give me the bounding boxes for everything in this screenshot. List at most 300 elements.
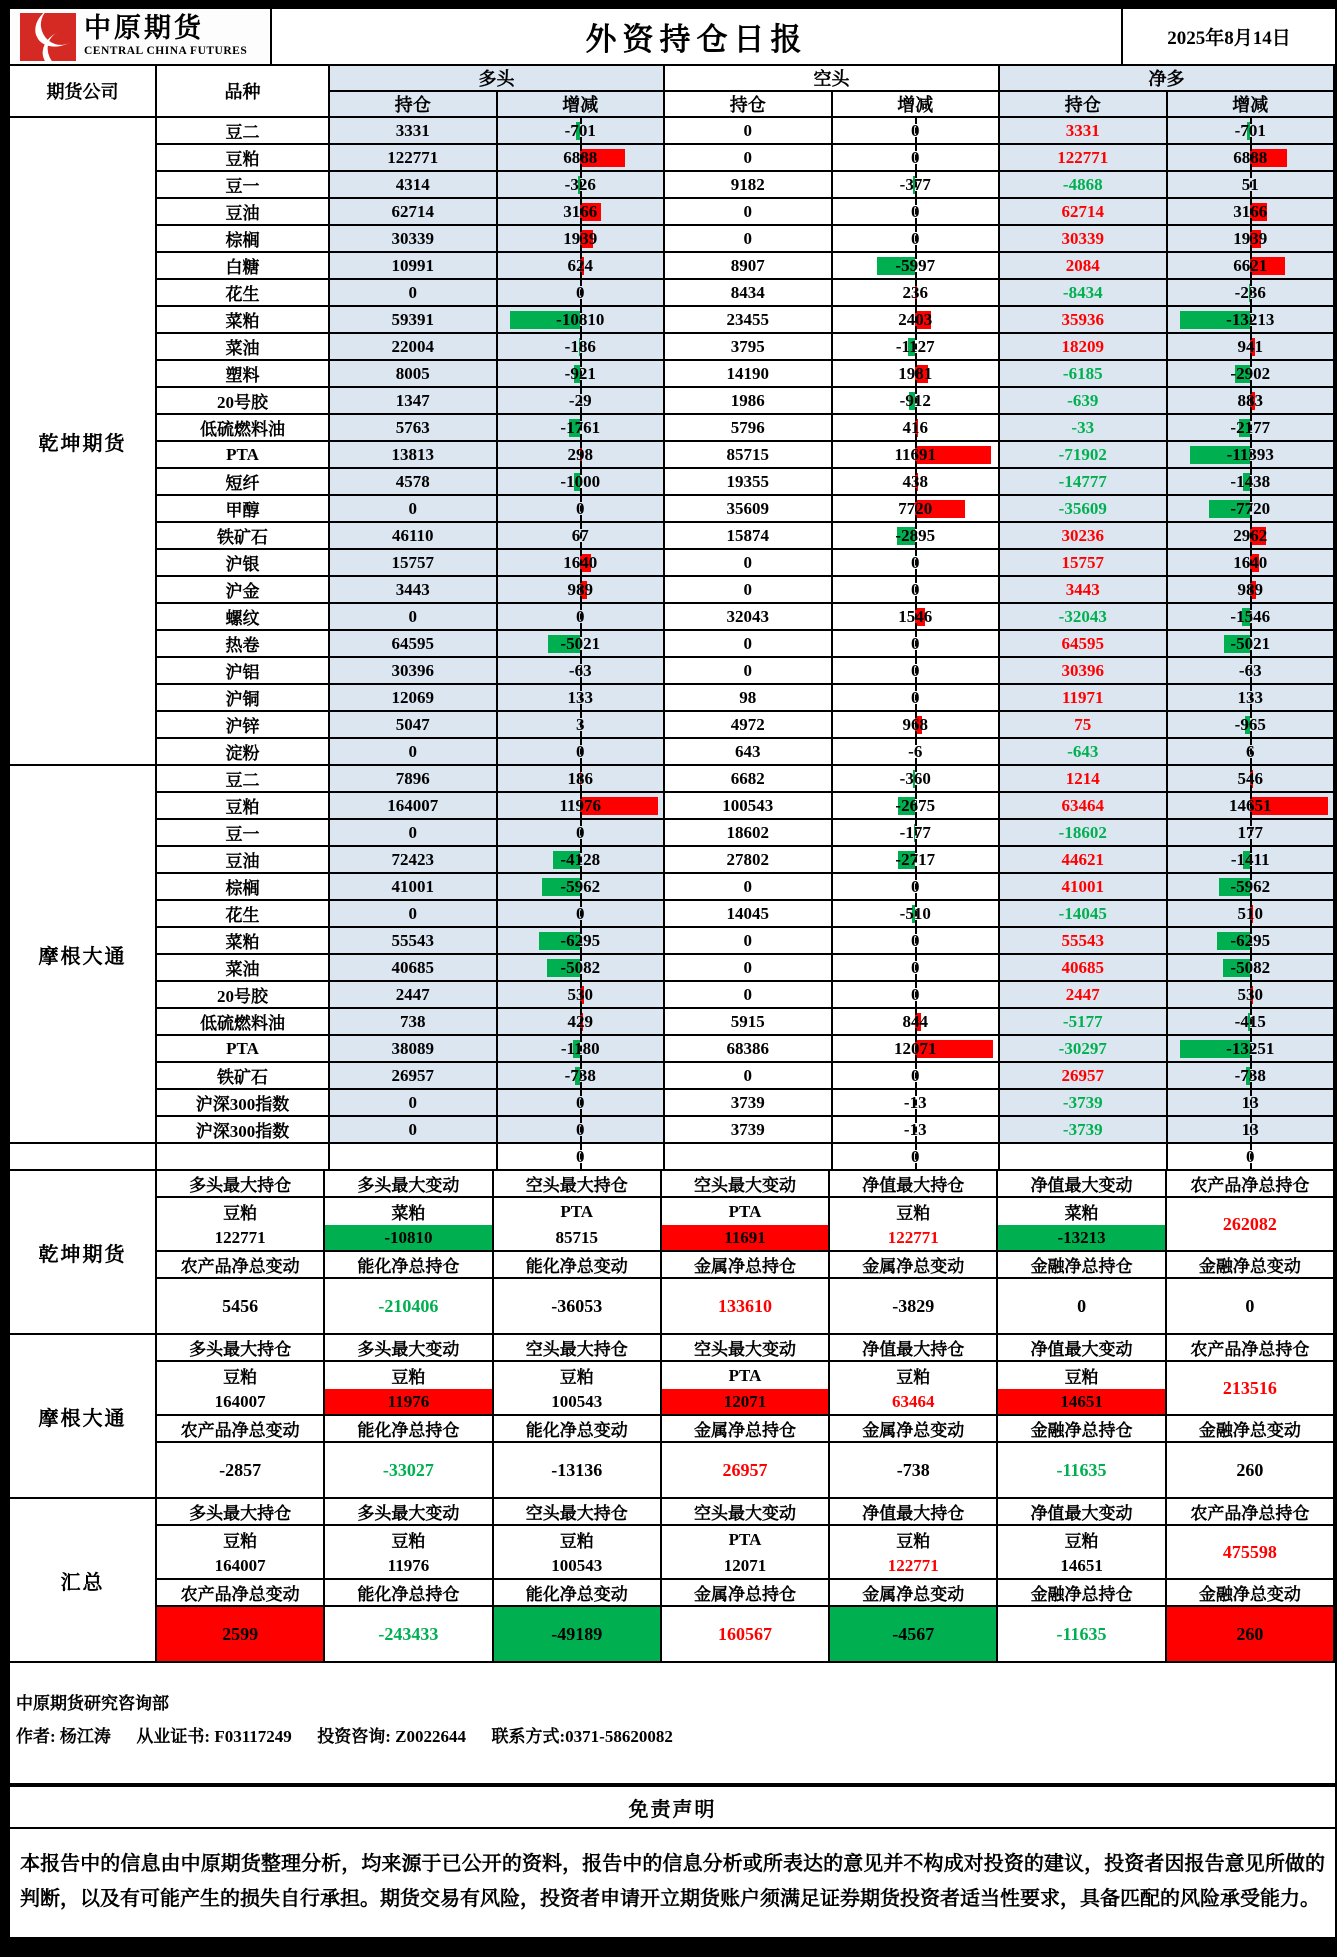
long-chg-cell (498, 847, 666, 874)
summary-bottom-value: 5456 (157, 1279, 325, 1335)
long-pos-cell: 46110 (330, 523, 498, 550)
positions-table (10, 66, 1335, 1171)
change-value: -510 (899, 903, 931, 923)
summary-name-value (830, 1198, 998, 1252)
short-pos-cell: 35609 (665, 496, 833, 523)
change-value: -921 (564, 363, 596, 383)
summary-instrument-value: 63464 (892, 1391, 935, 1411)
long-chg-cell (498, 334, 666, 361)
summary-name-value (325, 1526, 493, 1580)
short-pos-cell: 0 (665, 982, 833, 1009)
summary-bottom-header: 能化净总变动 (494, 1252, 662, 1279)
change-value: 6621 (1233, 255, 1268, 275)
long-chg-cell (498, 1117, 666, 1144)
variety-cell: 棕榈 (157, 226, 330, 253)
summary-instrument-name: 豆粕 (223, 1532, 258, 1551)
change-value: 0 (576, 1119, 585, 1139)
summary-top-header: 空头最大变动 (662, 1335, 830, 1362)
summary-bottom-header: 金属净总持仓 (662, 1580, 830, 1607)
net-pos-cell: 30236 (1000, 523, 1168, 550)
title-bar (10, 9, 1335, 66)
change-value: 416 (902, 417, 928, 437)
summary-instrument-value: -10810 (325, 1225, 491, 1250)
net-chg-cell (1168, 388, 1336, 415)
short-pos-cell: 0 (665, 577, 833, 604)
net-pos-cell: 18209 (1000, 334, 1168, 361)
short-pos-cell: 0 (665, 874, 833, 901)
short-chg-cell (833, 1063, 1001, 1090)
net-pos-cell: 62714 (1000, 199, 1168, 226)
change-value: -1438 (1230, 471, 1271, 491)
change-value: 133 (567, 687, 593, 707)
summary-instrument-name: 豆粕 (1064, 1532, 1099, 1551)
report-date: 2025年8月14日 (1167, 28, 1291, 49)
summary-bottom-value: -2857 (157, 1443, 325, 1499)
summary-instrument-name: PTA (560, 1201, 594, 1221)
net-pos-cell: 41001 (1000, 874, 1168, 901)
summary-bottom-value: 260 (1167, 1607, 1335, 1663)
short-chg-cell (833, 199, 1001, 226)
long-pos-cell: 72423 (330, 847, 498, 874)
change-value: 133 (1237, 687, 1263, 707)
net-chg-cell (1168, 874, 1336, 901)
short-pos-cell: 0 (665, 226, 833, 253)
long-pos-cell: 738 (330, 1009, 498, 1036)
short-chg-cell (833, 226, 1001, 253)
short-chg-cell (833, 712, 1001, 739)
summary-bottom-header: 金融净总变动 (1167, 1580, 1335, 1607)
summary-name-value (662, 1526, 830, 1580)
long-chg-cell (498, 469, 666, 496)
long-chg-cell (498, 604, 666, 631)
summary-instrument-value: 122771 (887, 1227, 939, 1247)
change-value: 0 (911, 228, 920, 248)
short-chg-cell (833, 1117, 1001, 1144)
summary-name-value (830, 1362, 998, 1416)
summary-name-value (325, 1198, 493, 1252)
net-pos-cell: 44621 (1000, 847, 1168, 874)
short-pos-cell: 0 (665, 658, 833, 685)
long-pos-cell: 0 (330, 496, 498, 523)
long-chg-cell (498, 388, 666, 415)
short-pos-cell: 0 (665, 1063, 833, 1090)
change-value: 0 (911, 660, 920, 680)
change-value: 429 (567, 1011, 593, 1031)
change-value: -13 (903, 1092, 927, 1112)
net-chg-cell (1168, 1090, 1336, 1117)
short-pos-cell: 9182 (665, 172, 833, 199)
net-chg-cell (1168, 658, 1336, 685)
long-pos-cell: 15757 (330, 550, 498, 577)
change-value: -1546 (1230, 606, 1271, 626)
summary-name-value (157, 1362, 325, 1416)
change-value: 1640 (1233, 552, 1268, 572)
long-chg-cell (498, 820, 666, 847)
long-chg-cell (498, 307, 666, 334)
summary-merged-value: 262082 (1167, 1198, 1335, 1252)
change-value: -2895 (895, 525, 936, 545)
change-value: 0 (576, 282, 585, 302)
variety-cell: 豆一 (157, 820, 330, 847)
change-value: -5021 (1230, 633, 1271, 653)
variety-cell: 豆粕 (157, 793, 330, 820)
variety-cell: 豆油 (157, 847, 330, 874)
long-chg-cell (498, 766, 666, 793)
summary-top-header: 农产品净总持仓 (1167, 1171, 1335, 1198)
long-pos-cell: 3331 (330, 118, 498, 145)
variety-cell: 20号胶 (157, 982, 330, 1009)
change-value: -13 (903, 1119, 927, 1139)
summary-bottom-value: -4567 (830, 1607, 998, 1663)
summary-bottom-value: 133610 (662, 1279, 830, 1335)
long-pos-cell: 12069 (330, 685, 498, 712)
change-value: 6888 (563, 147, 598, 167)
summary-top-header: 净值最大持仓 (830, 1335, 998, 1362)
long-pos-cell: 0 (330, 280, 498, 307)
net-chg-cell (1168, 253, 1336, 280)
summary-bottom-value: 160567 (662, 1607, 830, 1663)
change-value: 438 (902, 471, 928, 491)
summary-instrument-value: 12071 (723, 1555, 767, 1575)
change-value: 7720 (898, 498, 933, 518)
summary-top-header: 空头最大持仓 (494, 1171, 662, 1198)
net-pos-cell: -18602 (1000, 820, 1168, 847)
net-pos-cell: -33 (1000, 415, 1168, 442)
variety-cell: 低硫燃料油 (157, 415, 330, 442)
change-value: 13 (1241, 1092, 1259, 1112)
change-value: 624 (567, 255, 593, 275)
change-value: 0 (911, 1146, 920, 1166)
net-chg-cell (1168, 415, 1336, 442)
short-chg-cell (833, 253, 1001, 280)
net-pos-cell: 55543 (1000, 928, 1168, 955)
summary-section-1 (10, 1333, 1335, 1499)
change-value: -63 (568, 660, 592, 680)
change-value: -360 (899, 768, 931, 788)
net-chg-cell (1168, 145, 1336, 172)
summary-bottom-value: -49189 (494, 1607, 662, 1663)
short-pos-cell: 14045 (665, 901, 833, 928)
change-value: 186 (567, 768, 593, 788)
net-pos-cell: 64595 (1000, 631, 1168, 658)
net-pos-cell: 40685 (1000, 955, 1168, 982)
empty-cell (330, 1144, 498, 1171)
change-value: -912 (899, 390, 931, 410)
long-chg-header: 增减 (498, 92, 666, 118)
change-value: -29 (568, 390, 592, 410)
long-chg-cell (498, 145, 666, 172)
net-chg-cell (1168, 523, 1336, 550)
short-pos-cell: 100543 (665, 793, 833, 820)
summary-instrument-name: 豆粕 (223, 1368, 258, 1387)
change-value: 530 (567, 984, 593, 1004)
net-pos-cell: -3739 (1000, 1090, 1168, 1117)
net-pos-cell: 3331 (1000, 118, 1168, 145)
variety-cell: 沪银 (157, 550, 330, 577)
change-value: -11393 (1226, 444, 1274, 464)
short-pos-cell: 643 (665, 739, 833, 766)
net-pos-cell: 1214 (1000, 766, 1168, 793)
long-chg-cell (498, 496, 666, 523)
change-value: -186 (564, 336, 596, 356)
summary-bottom-value: -738 (830, 1443, 998, 1499)
long-chg-cell (498, 1036, 666, 1063)
short-pos-cell: 3795 (665, 334, 833, 361)
summary-bottom-header: 能化净总变动 (494, 1580, 662, 1607)
change-value: -738 (564, 1065, 596, 1085)
summary-instrument-value: 164007 (214, 1555, 266, 1575)
summary-bottom-value: -36053 (494, 1279, 662, 1335)
summary-bottom-header: 能化净总持仓 (325, 1252, 493, 1279)
summary-top-header: 净值最大持仓 (830, 1171, 998, 1198)
change-value: -4128 (560, 849, 601, 869)
net-chg-cell (1168, 172, 1336, 199)
net-chg-cell (1168, 685, 1336, 712)
variety-cell: 20号胶 (157, 388, 330, 415)
company-column-header: 期货公司 (10, 66, 157, 118)
variety-cell: 淀粉 (157, 739, 330, 766)
net-pos-cell: 3443 (1000, 577, 1168, 604)
short-chg-cell (833, 604, 1001, 631)
net-chg-cell (1168, 226, 1336, 253)
short-pos-cell: 5915 (665, 1009, 833, 1036)
summary-bottom-header: 金融净总持仓 (998, 1416, 1166, 1443)
net-chg-cell (1168, 280, 1336, 307)
short-chg-cell (833, 847, 1001, 874)
summary-top-header: 净值最大变动 (998, 1335, 1166, 1362)
disclaimer-box (10, 1783, 1335, 1937)
summary-top-header: 空头最大变动 (662, 1171, 830, 1198)
summary-top-header: 多头最大变动 (325, 1499, 493, 1526)
short-pos-cell: 1986 (665, 388, 833, 415)
net-pos-header: 持仓 (1000, 92, 1168, 118)
summary-merged-value: 475598 (1167, 1526, 1335, 1580)
empty-chg-cell (498, 1144, 666, 1171)
summary-label: 乾坤期货 (10, 1171, 157, 1335)
short-pos-cell: 5796 (665, 415, 833, 442)
change-value: -5082 (1230, 957, 1271, 977)
net-pos-cell: -14777 (1000, 469, 1168, 496)
long-pos-cell: 55543 (330, 928, 498, 955)
change-value: 968 (902, 714, 928, 734)
variety-cell: 菜油 (157, 334, 330, 361)
variety-cell: 菜粕 (157, 307, 330, 334)
short-chg-cell (833, 550, 1001, 577)
summary-instrument-value: 11976 (325, 1389, 491, 1414)
change-value: 6 (1246, 741, 1255, 761)
long-chg-cell (498, 793, 666, 820)
change-value: 0 (576, 822, 585, 842)
empty-chg-cell (1168, 1144, 1336, 1171)
change-value: 13 (1241, 1119, 1259, 1139)
short-chg-cell (833, 577, 1001, 604)
short-pos-cell: 18602 (665, 820, 833, 847)
long-pos-cell: 3443 (330, 577, 498, 604)
summary-label: 摩根大通 (10, 1335, 157, 1499)
company-cell-1: 摩根大通 (10, 766, 157, 1144)
summary-instrument-name: 豆粕 (896, 1368, 931, 1387)
summary-instrument-value: 100543 (551, 1555, 603, 1575)
net-pos-cell: -643 (1000, 739, 1168, 766)
change-value: -5021 (560, 633, 601, 653)
change-value: -415 (1234, 1011, 1266, 1031)
long-chg-cell (498, 577, 666, 604)
change-value: 0 (911, 633, 920, 653)
short-chg-cell (833, 415, 1001, 442)
net-chg-cell (1168, 604, 1336, 631)
net-chg-cell (1168, 1063, 1336, 1090)
change-value: -738 (1234, 1065, 1266, 1085)
variety-cell: 沪锌 (157, 712, 330, 739)
variety-cell: 塑料 (157, 361, 330, 388)
summary-name-value (662, 1198, 830, 1252)
change-value: -10810 (556, 309, 605, 329)
variety-cell: 螺纹 (157, 604, 330, 631)
summary-bottom-value: -11635 (998, 1607, 1166, 1663)
net-chg-cell (1168, 766, 1336, 793)
short-chg-cell (833, 739, 1001, 766)
net-pos-cell: -4868 (1000, 172, 1168, 199)
net-chg-cell (1168, 361, 1336, 388)
change-value: -5082 (560, 957, 601, 977)
change-value: 0 (911, 201, 920, 221)
summary-bottom-value: -13136 (494, 1443, 662, 1499)
change-value: 1546 (898, 606, 933, 626)
long-pos-cell: 0 (330, 820, 498, 847)
change-value: -1127 (895, 336, 935, 356)
summary-instrument-name: PTA (728, 1529, 762, 1549)
short-chg-cell (833, 1036, 1001, 1063)
short-chg-cell (833, 820, 1001, 847)
long-pos-cell: 122771 (330, 145, 498, 172)
short-chg-cell (833, 1090, 1001, 1117)
change-value: 3166 (1233, 201, 1268, 221)
long-pos-header: 持仓 (330, 92, 498, 118)
long-pos-cell: 10991 (330, 253, 498, 280)
change-value: 2962 (1233, 525, 1268, 545)
short-chg-cell (833, 685, 1001, 712)
long-pos-cell: 40685 (330, 955, 498, 982)
variety-cell: 豆油 (157, 199, 330, 226)
summary-bottom-header: 能化净总持仓 (325, 1416, 493, 1443)
net-chg-cell (1168, 712, 1336, 739)
summary-name-value (998, 1362, 1166, 1416)
short-chg-cell (833, 172, 1001, 199)
short-chg-cell (833, 793, 1001, 820)
summary-bottom-header: 金融净总变动 (1167, 1416, 1335, 1443)
summary-bottom-header: 能化净总变动 (494, 1416, 662, 1443)
change-value: 0 (576, 1092, 585, 1112)
summary-area (10, 1169, 1335, 1663)
long-group-header: 多头 (330, 66, 665, 92)
short-chg-cell (833, 874, 1001, 901)
disclaimer-title: 免责声明 (10, 1787, 1335, 1829)
change-value: 177 (1237, 822, 1263, 842)
short-chg-cell (833, 523, 1001, 550)
summary-bottom-value: 0 (1167, 1279, 1335, 1335)
change-value: 67 (571, 525, 589, 545)
change-value: -6295 (1230, 930, 1271, 950)
summary-top-header: 净值最大变动 (998, 1171, 1166, 1198)
long-chg-cell (498, 280, 666, 307)
short-pos-cell: 0 (665, 928, 833, 955)
summary-name-value (998, 1198, 1166, 1252)
net-pos-cell: -71902 (1000, 442, 1168, 469)
variety-cell: 短纤 (157, 469, 330, 496)
change-value: -2717 (895, 849, 936, 869)
summary-instrument-value: 14651 (1060, 1555, 1103, 1575)
short-chg-cell (833, 955, 1001, 982)
summary-bottom-header: 金属净总变动 (830, 1580, 998, 1607)
variety-column-header: 品种 (157, 66, 330, 118)
net-chg-cell (1168, 901, 1336, 928)
summary-label: 汇总 (10, 1499, 157, 1663)
summary-instrument-value: 122771 (214, 1227, 266, 1247)
net-chg-cell (1168, 334, 1336, 361)
long-pos-cell: 62714 (330, 199, 498, 226)
net-pos-cell: -14045 (1000, 901, 1168, 928)
net-pos-cell: -35609 (1000, 496, 1168, 523)
summary-instrument-value: 164007 (214, 1391, 266, 1411)
short-pos-cell: 19355 (665, 469, 833, 496)
change-value: 3 (576, 714, 585, 734)
variety-cell: PTA (157, 1036, 330, 1063)
change-value: 0 (576, 903, 585, 923)
net-chg-cell (1168, 928, 1336, 955)
short-pos-cell: 85715 (665, 442, 833, 469)
short-chg-cell (833, 145, 1001, 172)
variety-cell: 铁矿石 (157, 1063, 330, 1090)
summary-bottom-value: -210406 (325, 1279, 493, 1335)
summary-bottom-header: 金融净总持仓 (998, 1252, 1166, 1279)
summary-bottom-value: 2599 (157, 1607, 325, 1663)
long-pos-cell: 0 (330, 1117, 498, 1144)
logo-name-cn: 中原期货 (84, 13, 204, 44)
change-value: 0 (911, 147, 920, 167)
change-value: 51 (1241, 174, 1259, 194)
short-pos-cell: 0 (665, 118, 833, 145)
long-chg-cell (498, 118, 666, 145)
long-chg-cell (498, 361, 666, 388)
change-value: 546 (1237, 768, 1263, 788)
net-pos-cell: 26957 (1000, 1063, 1168, 1090)
long-pos-cell: 4314 (330, 172, 498, 199)
change-value: 989 (1237, 579, 1263, 599)
short-pos-cell: 0 (665, 550, 833, 577)
long-chg-cell (498, 253, 666, 280)
change-value: -5997 (895, 255, 936, 275)
net-chg-cell (1168, 199, 1336, 226)
variety-cell: 沪深300指数 (157, 1090, 330, 1117)
change-value: -13213 (1226, 309, 1275, 329)
page-title: 外资持仓日报 (272, 9, 1123, 64)
change-value: -326 (564, 174, 596, 194)
change-value: -1000 (560, 471, 601, 491)
summary-name-value (494, 1526, 662, 1580)
summary-instrument-value: 11691 (662, 1225, 828, 1250)
change-value: 883 (1237, 390, 1263, 410)
summary-instrument-name: 豆粕 (391, 1532, 426, 1551)
change-value: 236 (902, 282, 928, 302)
change-value: -965 (1234, 714, 1266, 734)
variety-cell: 菜粕 (157, 928, 330, 955)
summary-instrument-name: PTA (728, 1201, 762, 1221)
change-value: 0 (911, 1065, 920, 1085)
net-group-header: 净多 (1000, 66, 1335, 92)
short-pos-header: 持仓 (665, 92, 833, 118)
short-pos-cell: 98 (665, 685, 833, 712)
long-pos-cell: 5763 (330, 415, 498, 442)
